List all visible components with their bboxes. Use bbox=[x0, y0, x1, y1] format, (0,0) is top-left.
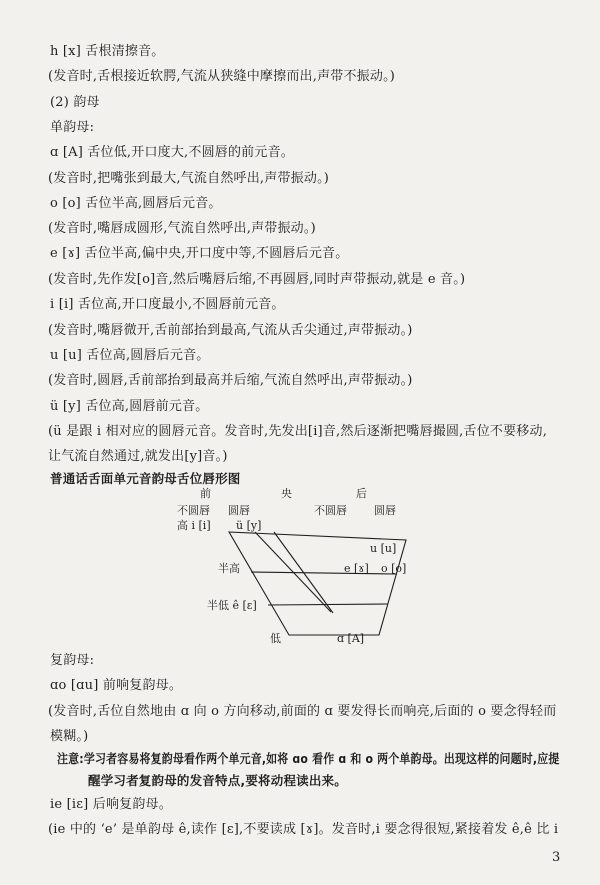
diagram-title: 普通话舌面单元音韵母舌位唇形图 bbox=[50, 471, 241, 486]
mid-high-line bbox=[251, 572, 397, 574]
text-line: ɑ [A] 舌位低,开口度大,不圆唇的前元音。 bbox=[50, 145, 294, 160]
text-line: o [o] 舌位半高,圆唇后元音。 bbox=[50, 196, 222, 211]
label-high-i: 高 i [i] bbox=[177, 519, 211, 532]
label-o: o [o] bbox=[381, 562, 407, 575]
text-line: (发音时,嘴唇成圆形,气流自然呼出,声带振动。) bbox=[48, 221, 316, 236]
page-number: 3 bbox=[552, 850, 561, 865]
mid-low-line bbox=[268, 604, 388, 605]
label-a: ɑ [A] bbox=[337, 632, 365, 645]
text-line: 模糊。) bbox=[50, 729, 89, 744]
text-line: (发音时,舌根接近软腭,气流从狭缝中摩擦而出,声带不振动。) bbox=[48, 69, 396, 84]
label-e: e [ɤ] bbox=[344, 562, 369, 575]
label-low: 低 bbox=[270, 632, 281, 645]
text-line: (ü 是跟 i 相对应的圆唇元音。发音时,先发出[i]音,然后逐渐把嘴唇撮圆,舌位不要移动, bbox=[48, 424, 548, 439]
label-front-rounded: 圆唇 bbox=[228, 504, 250, 517]
label-back: 后 bbox=[356, 487, 367, 500]
text-line: ü [y] 舌位高,圆唇前元音。 bbox=[50, 399, 209, 414]
text-line: (ie 中的 ‘e’ 是单韵母 ê,读作 [ɛ],不要读成 [ɤ]。发音时,i 要念得很短,紧接着发 ê,ê 比 i bbox=[48, 822, 559, 837]
text-line: 单韵母: bbox=[50, 120, 95, 135]
label-y: ü [y] bbox=[236, 519, 262, 532]
note-text: 学习者容易将复韵母看作两个单元音,如将 ɑo 看作 ɑ 和 o 两个单韵母。出现这样的问题时,应提 bbox=[83, 751, 560, 766]
label-central: 央 bbox=[281, 487, 292, 500]
text-line: (发音时,嘴唇微开,舌前部抬到最高,气流从舌尖通过,声带振动。) bbox=[48, 323, 413, 338]
text-line: ɑo [ɑu] 前响复韵母。 bbox=[50, 678, 183, 693]
text-line: e [ɤ] 舌位半高,偏中央,开口度中等,不圆唇后元音。 bbox=[50, 246, 349, 261]
label-front: 前 bbox=[200, 487, 211, 500]
label-back-rounded: 圆唇 bbox=[374, 504, 396, 517]
text-line: ie [iɛ] 后响复韵母。 bbox=[50, 797, 172, 812]
label-mid-low: 半低 ê [ɛ] bbox=[207, 599, 257, 612]
note-line: 醒学习者复韵母的发音特点,要将动程读出来。 bbox=[88, 773, 347, 788]
note-label: 注意: bbox=[57, 751, 84, 766]
vowel-diagram bbox=[0, 480, 600, 660]
text-line: (发音时,舌位自然地由 ɑ 向 o 方向移动,前面的 ɑ 要发得长而响亮,后面的 o 要念得轻而 bbox=[48, 704, 557, 719]
text-line: (发音时,圆唇,舌前部抬到最高并后缩,气流自然呼出,声带振动。) bbox=[48, 373, 413, 388]
text-line: (发音时,把嘴张到最大,气流自然呼出,声带振动。) bbox=[48, 171, 330, 186]
label-u: u [u] bbox=[370, 542, 397, 555]
label-back-unrounded: 不圆唇 bbox=[314, 504, 347, 517]
label-front-unrounded: 不圆唇 bbox=[177, 504, 210, 517]
text-line: i [i] 舌位高,开口度最小,不圆唇前元音。 bbox=[50, 297, 285, 312]
section-heading: (2) 韵母 bbox=[50, 95, 100, 110]
text-line: 让气流自然通过,就发出[y]音。) bbox=[48, 449, 228, 464]
label-mid-high: 半高 bbox=[218, 562, 240, 575]
text-line: h [x] 舌根清擦音。 bbox=[50, 44, 165, 59]
text-line: 复韵母: bbox=[50, 653, 95, 668]
note-line bbox=[57, 750, 559, 768]
text-line: (发音时,先作发[o]音,然后嘴唇后缩,不再圆唇,同时声带振动,就是 e 音。) bbox=[48, 272, 466, 287]
text-line: u [u] 舌位高,圆唇后元音。 bbox=[50, 348, 210, 363]
